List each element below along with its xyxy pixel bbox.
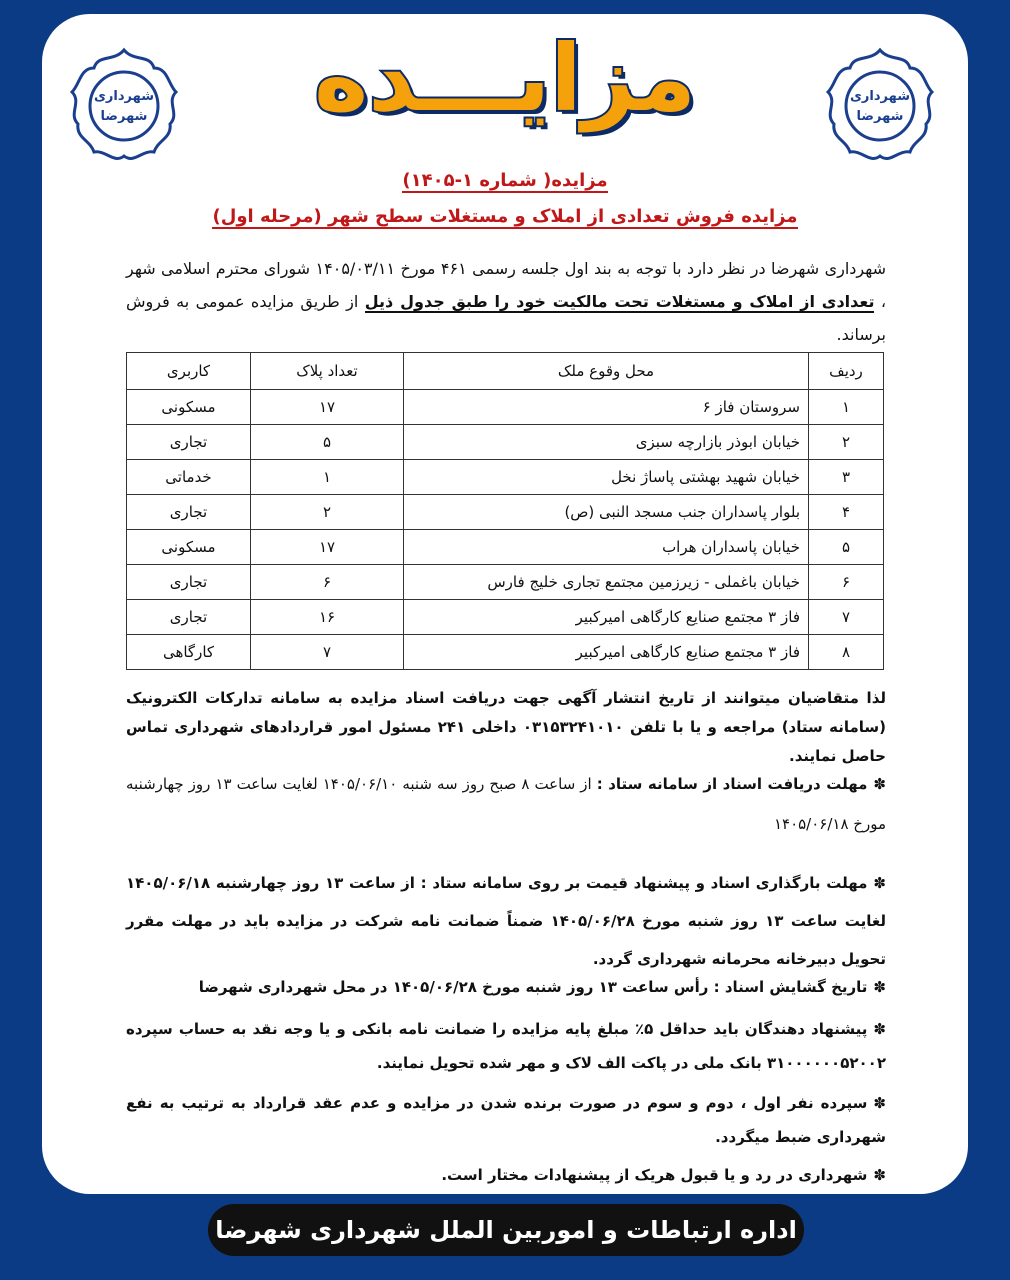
- header-row-number: ردیف: [809, 353, 884, 390]
- deposit-text-2: ضمانت نامه بانکی و یا وجه نقد به حساب سپرده ۳۱۰۰۰۰۰۰۵۲۰۰۲ بانک ملی در پاکت الف لاک و مهر شده تحویل نمایند.: [126, 1020, 886, 1072]
- svg-text:شهرداری: شهرداری: [94, 89, 154, 104]
- document-receipt-deadline: [126, 764, 886, 844]
- cell-usage: تجاری: [127, 565, 251, 600]
- cell-location: خیابان شهید بهشتی پاساژ نخل: [404, 460, 809, 495]
- upload-deadline: [126, 864, 886, 978]
- cell-usage: کارگاهی: [127, 635, 251, 670]
- table-row: [127, 390, 884, 425]
- rejection-text: شهرداری در رد و یا قبول هریک از پیشنهادات مختار است.: [441, 1166, 868, 1184]
- cell-plate-count: ۱: [251, 460, 404, 495]
- intro-paragraph: [126, 252, 886, 351]
- municipality-logo-right: [818, 44, 942, 168]
- table-row: [127, 635, 884, 670]
- asterisk-icon: ✽: [873, 1020, 886, 1038]
- header-plate-count: تعداد پلاک: [251, 353, 404, 390]
- asterisk-icon: ✽: [873, 1166, 886, 1184]
- table-row: [127, 495, 884, 530]
- table-row: [127, 460, 884, 495]
- table-row: [127, 600, 884, 635]
- intro-text-bold: تعدادی از املاک و مستغلات تحت مالکیت خود را طبق جدول ذیل: [364, 292, 875, 311]
- upload-body: از ساعت ۱۳ روز چهارشنبه ۱۴۰۵/۰۶/۱۸ لغایت ساعت ۱۳ روز شنبه مورخ ۱۴۰۵/۰۶/۲۸ ضمناً ضمانت نامه شرکت در مزایده باید در مهلت مقرر تحویل دبیرخانه محرمانه شهرداری گردد.: [126, 874, 886, 968]
- footer-text: اداره ارتباطات و اموربین الملل شهرداری شهرضا: [215, 1216, 797, 1244]
- footer-banner: [208, 1204, 804, 1256]
- cell-usage: تجاری: [127, 495, 251, 530]
- opening-heading: تاریخ گشایش اسناد :: [713, 978, 868, 996]
- properties-table: [126, 352, 884, 670]
- documents-info-paragraph: لذا متقاضیان میتوانند از تاریخ انتشار آگهی جهت دریافت اسناد مزایده به سامانه تدارکات الکترونیک (سامانه ستاد) مراجعه و یا با تلفن ۰۳۱۵۳۲۴۱۰۱۰ داخلی ۲۴۱ مسئول امور قراردادهای شهرداری تماس حاصل نمایند.: [126, 689, 886, 765]
- cell-usage: تجاری: [127, 600, 251, 635]
- table-header-row: [127, 353, 884, 390]
- svg-text:شهرضا: شهرضا: [856, 109, 904, 124]
- cell-location: خیابان پاسداران هراب: [404, 530, 809, 565]
- cell-location: خیابان باغملی - زیرزمین مجتمع تجاری خلیج فارس: [404, 565, 809, 600]
- table-row: [127, 530, 884, 565]
- asterisk-icon: ✽: [873, 1094, 886, 1112]
- asterisk-icon: ✽: [873, 978, 886, 996]
- auction-subject-text: مزایده فروش تعدادی از املاک و مستغلات سطح شهر (مرحله اول): [212, 206, 798, 227]
- header-usage: کاربری: [127, 353, 251, 390]
- cell-usage: تجاری: [127, 425, 251, 460]
- deposit-text-1: پیشنهاد دهندگان باید: [707, 1020, 868, 1038]
- asterisk-icon: ✽: [873, 874, 886, 892]
- opening-body: رأس ساعت ۱۳ روز شنبه مورخ ۱۴۰۵/۰۶/۲۸ در محل شهرداری شهرضا: [198, 978, 714, 996]
- intro-text-2: از طریق مزایده عمومی به فروش برساند.: [126, 292, 886, 344]
- cell-plate-count: ۲: [251, 495, 404, 530]
- cell-plate-count: ۵: [251, 425, 404, 460]
- cell-location: فاز ۳ مجتمع صنایع کارگاهی امیرکبیر: [404, 600, 809, 635]
- cell-plate-count: ۱۶: [251, 600, 404, 635]
- cell-location: خیابان ابوذر بازارچه سبزی: [404, 425, 809, 460]
- cell-row-number: ۸: [809, 635, 884, 670]
- deposit-requirement: [126, 1012, 886, 1080]
- table-row: [127, 565, 884, 600]
- intro-text-1: شهرداری شهرضا در نظر دارد با توجه به بند اول جلسه رسمی ۴۶۱ مورخ ۱۴۰۵/۰۳/۱۱ شورای محترم اسلامی شهر ،: [126, 259, 887, 311]
- rejection-rights-note: [126, 1160, 886, 1190]
- forfeit-text: سپرده نفر اول ، دوم و سوم در صورت برنده شدن در مزایده و عدم عقد قرارداد به ترتیب به نفع شهرداری ضبط میگردد.: [126, 1094, 886, 1146]
- table-row: [127, 425, 884, 460]
- deadline-body: از ساعت ۸ صبح روز سه شنبه ۱۴۰۵/۰۶/۱۰ لغایت ساعت ۱۳ روز چهارشنبه مورخ ۱۴۰۵/۰۶/۱۸: [126, 775, 886, 833]
- cell-row-number: ۵: [809, 530, 884, 565]
- svg-text:شهرضا: شهرضا: [100, 109, 148, 124]
- upload-heading: مهلت بارگذاری اسناد و پیشنهاد قیمت بر روی سامانه ستاد :: [420, 874, 868, 892]
- cell-row-number: ۱: [809, 390, 884, 425]
- header-location: محل وقوع ملک: [404, 353, 809, 390]
- cell-plate-count: ۱۷: [251, 530, 404, 565]
- cell-location: سروستان فاز ۶: [404, 390, 809, 425]
- cell-plate-count: ۷: [251, 635, 404, 670]
- auction-number: [0, 170, 1010, 191]
- cell-plate-count: ۶: [251, 565, 404, 600]
- page-title: مزایـــده: [313, 24, 697, 132]
- cell-location: فاز ۳ مجتمع صنایع کارگاهی امیرکبیر: [404, 635, 809, 670]
- cell-row-number: ۷: [809, 600, 884, 635]
- auction-subject: [0, 206, 1010, 227]
- deadline-heading: مهلت دریافت اسناد از سامانه ستاد :: [596, 775, 868, 793]
- cell-row-number: ۶: [809, 565, 884, 600]
- opening-date: [126, 972, 886, 1002]
- cell-location: بلوار پاسداران جنب مسجد النبی (ص): [404, 495, 809, 530]
- cell-usage: مسکونی: [127, 530, 251, 565]
- auction-number-text: مزایده( شماره ۱-۱۴۰۵): [402, 170, 608, 191]
- deposit-text-bold: حداقل ۵٪ مبلغ پایه مزایده را: [492, 1020, 708, 1038]
- cell-row-number: ۲: [809, 425, 884, 460]
- municipality-logo-left: [62, 44, 186, 168]
- cell-usage: خدماتی: [127, 460, 251, 495]
- cell-plate-count: ۱۷: [251, 390, 404, 425]
- deposit-forfeit-note: [126, 1086, 886, 1154]
- title-banner: [300, 8, 710, 148]
- cell-row-number: ۳: [809, 460, 884, 495]
- svg-text:شهرداری: شهرداری: [850, 89, 910, 104]
- cell-usage: مسکونی: [127, 390, 251, 425]
- asterisk-icon: ✽: [873, 775, 886, 793]
- cell-row-number: ۴: [809, 495, 884, 530]
- emblem-icon: [818, 44, 942, 168]
- emblem-icon: [62, 44, 186, 168]
